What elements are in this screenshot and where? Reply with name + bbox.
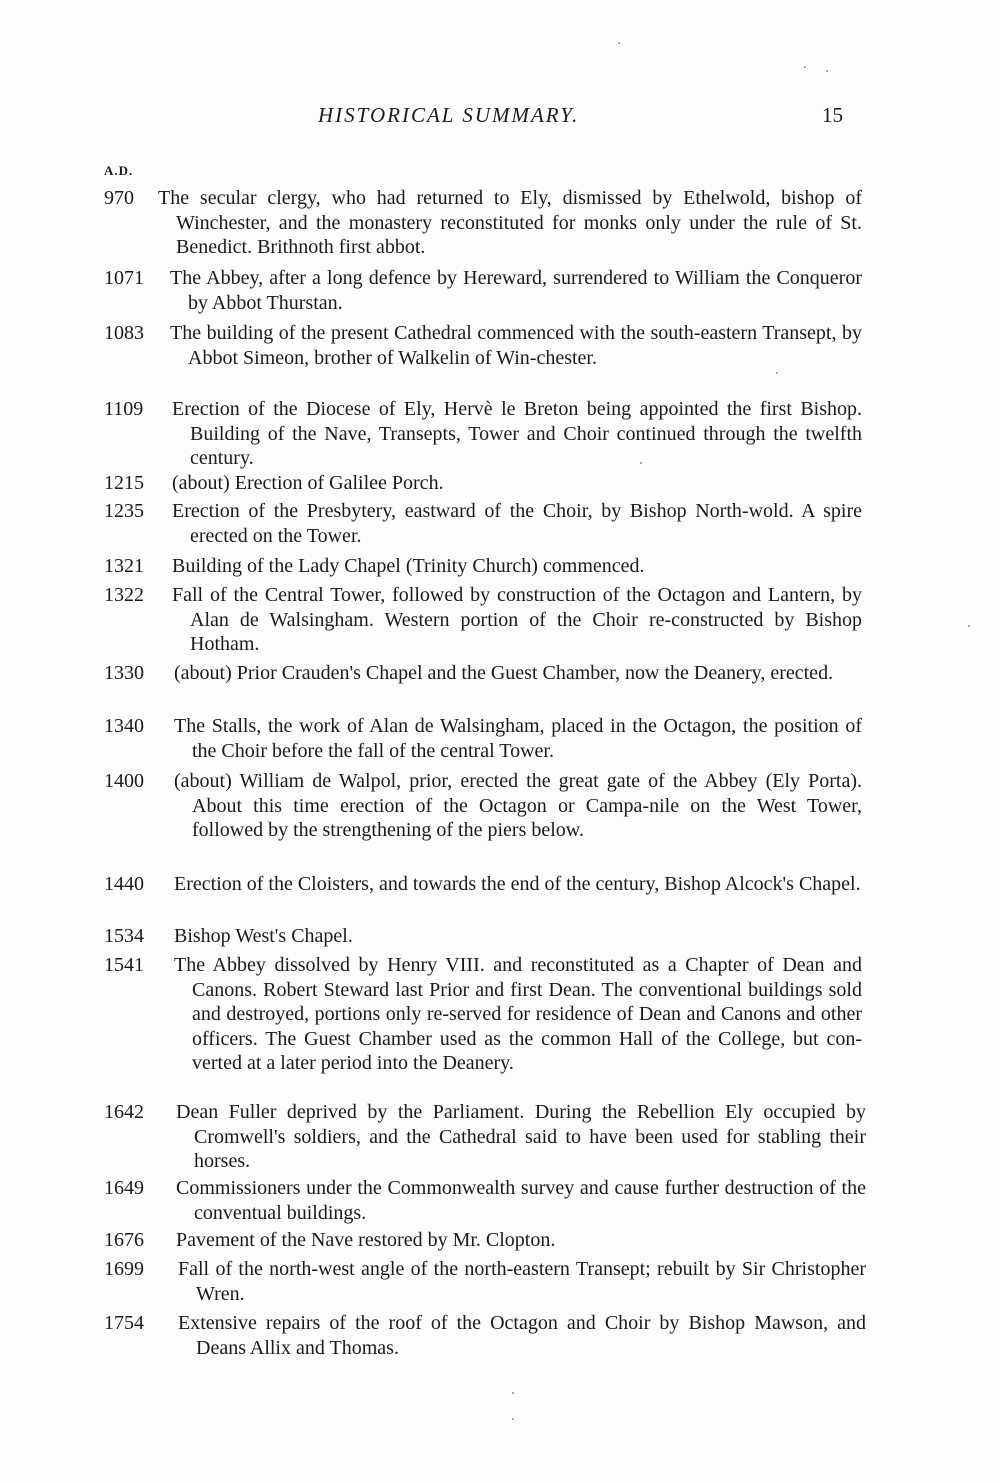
entry-year: 1109	[104, 398, 144, 420]
entry-text: (about) Erection of Galilee Porch.	[172, 472, 444, 494]
entry-year: 1322	[104, 584, 144, 606]
entry-text: Erection of the Diocese of Ely, Hervè le Breton being appointed the first Bishop. Building of the Nave, Transepts, Tower and Choir continued through the twelfth century.	[172, 398, 862, 469]
chronology-entry-1083	[104, 321, 862, 395]
chronology-entry-1321	[104, 554, 862, 580]
entry-year: 1330	[104, 662, 144, 684]
chronology-entry-1676	[104, 1228, 866, 1254]
paper-speck	[804, 66, 806, 68]
entry-year: 1400	[104, 770, 144, 792]
entry-year: 970	[104, 187, 134, 209]
entry-text: Building of the Lady Chapel (Trinity Church) commenced.	[172, 555, 645, 577]
page-number: 15	[822, 103, 843, 127]
entry-text: (about) Prior Crauden's Chapel and the Guest Chamber, now the Deanery, erected.	[174, 662, 834, 684]
entry-text: Pavement of the Nave restored by Mr. Clopton.	[176, 1229, 556, 1251]
entry-year: 1340	[104, 715, 144, 737]
entry-text: Erection of the Presbytery, eastward of the Choir, by Bishop North-wold. A spire erected on the Tower.	[172, 500, 862, 547]
chronology-entry-1440	[104, 872, 862, 922]
entry-text: The Abbey dissolved by Henry VIII. and reconstituted as a Chapter of Dean and Canons. Robert Steward last Prior and first Dean. The conventional buildings sold and destroyed, portions only re-served for residence of Dean and Canons and other officers. The Guest Chamber used as the common Hall of the College, but con-verted at a later period into the Deanery.	[174, 954, 862, 1074]
chronology-entry-1235	[104, 499, 862, 549]
running-head	[0, 103, 1000, 133]
entry-year: 1754	[104, 1312, 144, 1334]
chronology-entry-1699	[104, 1257, 866, 1307]
entry-text: The Abbey, after a long defence by Hereward, surrendered to William the Conqueror by Abbot Thurstan.	[170, 267, 862, 314]
entry-year: 1321	[104, 555, 144, 577]
chronology-entry-1649	[104, 1176, 866, 1226]
entry-year: 1534	[104, 925, 144, 947]
chronology-entry-1215	[104, 471, 862, 497]
entry-year: 1235	[104, 500, 144, 522]
entry-text: Dean Fuller deprived by the Parliament. During the Rebellion Ely occupied by Cromwell's soldiers, and the Cathedral said to have been used for stabling their horses.	[176, 1101, 866, 1172]
paper-speck	[640, 462, 642, 464]
entry-year: 1440	[104, 873, 144, 895]
entry-year: 1541	[104, 954, 144, 976]
entry-year: 1649	[104, 1177, 144, 1199]
chronology-entry-970	[104, 186, 862, 260]
paper-speck	[776, 372, 778, 374]
chronology-entry-1340	[104, 714, 862, 764]
entry-year: 1642	[104, 1101, 144, 1123]
entry-text: Extensive repairs of the roof of the Octagon and Choir by Bishop Mawson, and Deans Allix and Thomas.	[178, 1312, 866, 1359]
chronology-entry-1322	[104, 583, 862, 657]
entry-year: 1071	[104, 267, 144, 289]
running-title: HISTORICAL SUMMARY.	[318, 103, 580, 127]
entry-text: Fall of the north-west angle of the north-eastern Transept; rebuilt by Sir Christopher Wren.	[178, 1258, 866, 1305]
entry-text: The secular clergy, who had returned to Ely, dismissed by Ethelwold, bishop of Winchester, and the monastery reconstituted for monks only under the rule of St. Benedict. Brithnoth first abbot.	[158, 187, 862, 258]
chronology-entry-1109	[104, 397, 862, 471]
chronology-entry-1534	[104, 924, 862, 950]
chronology-entry-1754	[104, 1311, 866, 1361]
chronology-entry-1642	[104, 1100, 866, 1174]
chronology-entry-1541	[104, 953, 862, 1101]
entry-year: 1676	[104, 1229, 144, 1251]
entry-year: 1083	[104, 322, 144, 344]
chronology-entry-1400	[104, 769, 862, 868]
era-label: A.D.	[104, 163, 134, 178]
entry-text: Commissioners under the Commonwealth survey and cause further destruction of the conventual buildings.	[176, 1177, 866, 1224]
entry-year: 1699	[104, 1258, 144, 1280]
entry-text: The building of the present Cathedral commenced with the south-eastern Transept, by Abbot Simeon, brother of Walkelin of Win-chester.	[170, 322, 862, 369]
paper-speck	[618, 42, 620, 44]
paper-speck	[968, 625, 970, 627]
entry-text: Erection of the Cloisters, and towards the end of the century, Bishop Alcock's Chapel.	[174, 873, 861, 895]
paper-speck	[826, 70, 828, 72]
entry-text: Fall of the Central Tower, followed by construction of the Octagon and Lantern, by Alan de Walsingham. Western portion of the Choir re-constructed by Bishop Hotham.	[172, 584, 862, 655]
paper-speck	[512, 1418, 514, 1420]
entry-year: 1215	[104, 472, 144, 494]
entry-text: The Stalls, the work of Alan de Walsingham, placed in the Octagon, the position of the Choir before the fall of the central Tower.	[174, 715, 862, 762]
chronology-entry-1071	[104, 266, 862, 316]
paper-speck	[512, 1392, 514, 1394]
entry-text: (about) William de Walpol, prior, erected the great gate of the Abbey (Ely Porta). About this time erection of the Octagon or Campa-nile on the West Tower, followed by the strengthening of the piers below.	[174, 770, 862, 841]
chronology-entry-1330	[104, 661, 862, 711]
entry-text: Bishop West's Chapel.	[174, 925, 353, 947]
